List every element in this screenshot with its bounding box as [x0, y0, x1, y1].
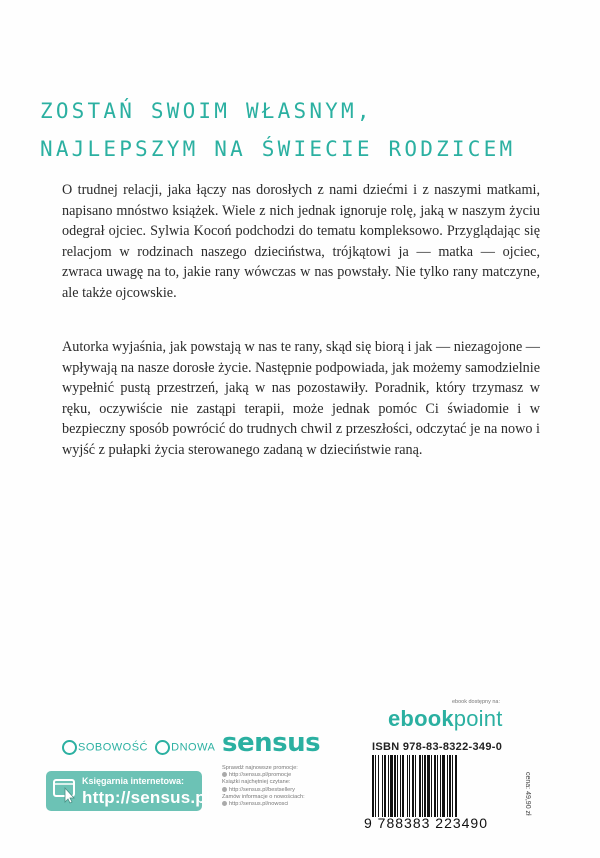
series-word-2: DNOWA — [171, 741, 216, 754]
barcode — [370, 755, 510, 817]
promo-link[interactable]: http://sensus.pl/bestsellery — [222, 787, 352, 794]
isbn-text: ISBN 978-83-8322-349-0 — [372, 741, 503, 753]
barcode-digits: 9 788383 223490 — [364, 815, 488, 831]
series-logos — [62, 740, 215, 755]
promo-list — [222, 765, 352, 808]
browser-cursor-icon — [53, 778, 77, 804]
promo-line: Zamów informacje o nowościach: — [222, 793, 305, 800]
bullet-icon — [222, 801, 227, 806]
cover-heading — [40, 92, 560, 168]
circle-o-icon — [62, 740, 77, 755]
heading-line-1: ZOSTAŃ SWOIM WŁASNYM, — [40, 99, 373, 123]
series-word-1: SOBOWOŚĆ — [78, 741, 149, 754]
promo-line: Sprawdź najnowsze promocje: — [222, 765, 298, 771]
bullet-icon — [222, 772, 227, 777]
shop-url-link[interactable]: http://sensus.pl — [82, 788, 211, 807]
price-text: cena: 49,90 zł — [524, 772, 531, 816]
promo-link[interactable]: http://sensus.pl/nowosci — [222, 801, 352, 808]
shop-label: Księgarnia internetowa: — [82, 776, 185, 786]
bullet-icon — [222, 787, 227, 792]
online-shop-banner[interactable] — [46, 771, 211, 811]
publisher-logo: sensus — [222, 728, 321, 758]
heading-line-2: NAJLEPSZYM NA ŚWIECIE RODZICEM — [40, 137, 516, 161]
blurb-paragraph-1: O trudnej relacji, jaka łączy nas dorosłych z nami dziećmi i z naszymi matkami, napisano mnóstwo książek. Wiele z nich jednak ignoruje rolę, jaką w naszym życiu odegrał ojciec. Sylwia Kocoń podchodzi do tematu kompleksowo. Przyglądając się relacjom w rodzinach naszego dzieciństwa, trójkątowi ja — matka — ojciec, zwraca uwagę na to, jakie rany wówczas w nas powstały. Nie tylko rany matczyne, ale także ojcowskie. — [62, 182, 540, 301]
blurb-paragraph-2: Autorka wyjaśnia, jak powstają w nas te rany, skąd się biorą i jak — niezagojone — wpływają na nasze dorosłe życie. Następnie podpowiada, jak możemy samodzielnie wypełnić pustą przestrzeń, jaką w nas pozostawiły. Poradnik, który trzymasz w ręku, oczywiście nie zastąpi terapii, może jednak pomóc Ci świadomie i w bezpieczny sposób powrócić do trudnych chwil z przeszłości, odczytać je na nowo i wyjść z pułapki życia sterowanego zadaną w dzieciństwie raną. — [62, 339, 540, 458]
ebook-note: ebook dostępny na: — [451, 699, 500, 705]
ebookpoint-logo: ebookpoint — [388, 706, 503, 731]
promo-line: Książki najchętniej czytane: — [222, 779, 291, 786]
promo-link[interactable]: http://sensus.pl/promocje — [222, 772, 352, 779]
circle-o-icon — [155, 740, 170, 755]
